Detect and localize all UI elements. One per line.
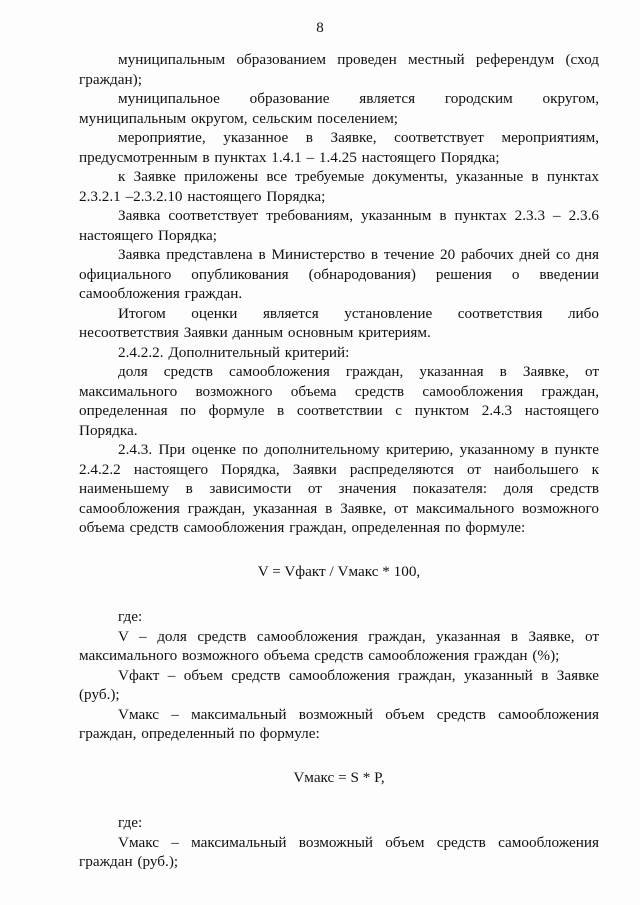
formula-share: V = Vфакт / Vмакс * 100,	[257, 562, 421, 580]
definition: Vмакс – максимальный возможный объем средств самообложения граждан (руб.);	[79, 833, 599, 870]
paragraph: доля средств самообложения граждан, указанная в Заявке, от максимального возможного объема средств самообложения граждан, определенная по формуле в соответствии с пунктом 2.4.3 настоящего Порядка.	[79, 363, 599, 439]
paragraph: мероприятие, указанное в Заявке, соответствует мероприятиям, предусмотренным в пунктах 1.4.1 – 1.4.25 настоящего Порядка;	[79, 129, 599, 166]
paragraph: Заявка соответствует требованиям, указанным в пунктах 2.3.3 – 2.3.6 настоящего Порядка;	[79, 207, 599, 244]
section-heading: 2.4.2.2. Дополнительный критерий:	[118, 343, 350, 361]
paragraph: муниципальным образованием проведен местный референдум (сход граждан);	[79, 51, 599, 88]
formula-max-volume: Vмакс = S * P,	[293, 768, 385, 786]
paragraph: Итогом оценки является установление соответствия либо несоответствия Заявки данным основным критериям.	[79, 304, 599, 341]
where-label: где:	[118, 814, 143, 831]
document-body	[79, 50, 599, 872]
paragraph: к Заявке приложены все требуемые документы, указанные в пунктах 2.3.2.1 –2.3.2.10 настоящего Порядка;	[79, 168, 599, 205]
paragraph: 2.4.3. При оценке по дополнительному критерию, указанному в пункте 2.4.2.2 настоящего Порядка, Заявки распределяются от наибольшего к наименьшему в зависимости от значения показателя: доля средств самообложения граждан, указанная в Заявке, от максимального возможного объема средств самообложения граждан, определенная по формуле:	[79, 441, 599, 536]
definition: V – доля средств самообложения граждан, указанная в Заявке, от максимального возможного объема средств самообложения граждан (%);	[79, 627, 599, 664]
definition: Vфакт – объем средств самообложения граждан, указанный в Заявке (руб.);	[79, 666, 599, 703]
definition: Vмакс – максимальный возможный объем средств самообложения граждан, определенный по формуле:	[79, 705, 599, 742]
paragraph: муниципальное образование является городским округом, муниципальным округом, сельским поселением;	[79, 90, 599, 127]
paragraph: Заявка представлена в Министерство в течение 20 рабочих дней со дня официального опубликования (обнародования) решения о введении самообложения граждан.	[79, 246, 599, 302]
where-label: где:	[118, 608, 143, 625]
page-number: 8	[316, 20, 324, 36]
